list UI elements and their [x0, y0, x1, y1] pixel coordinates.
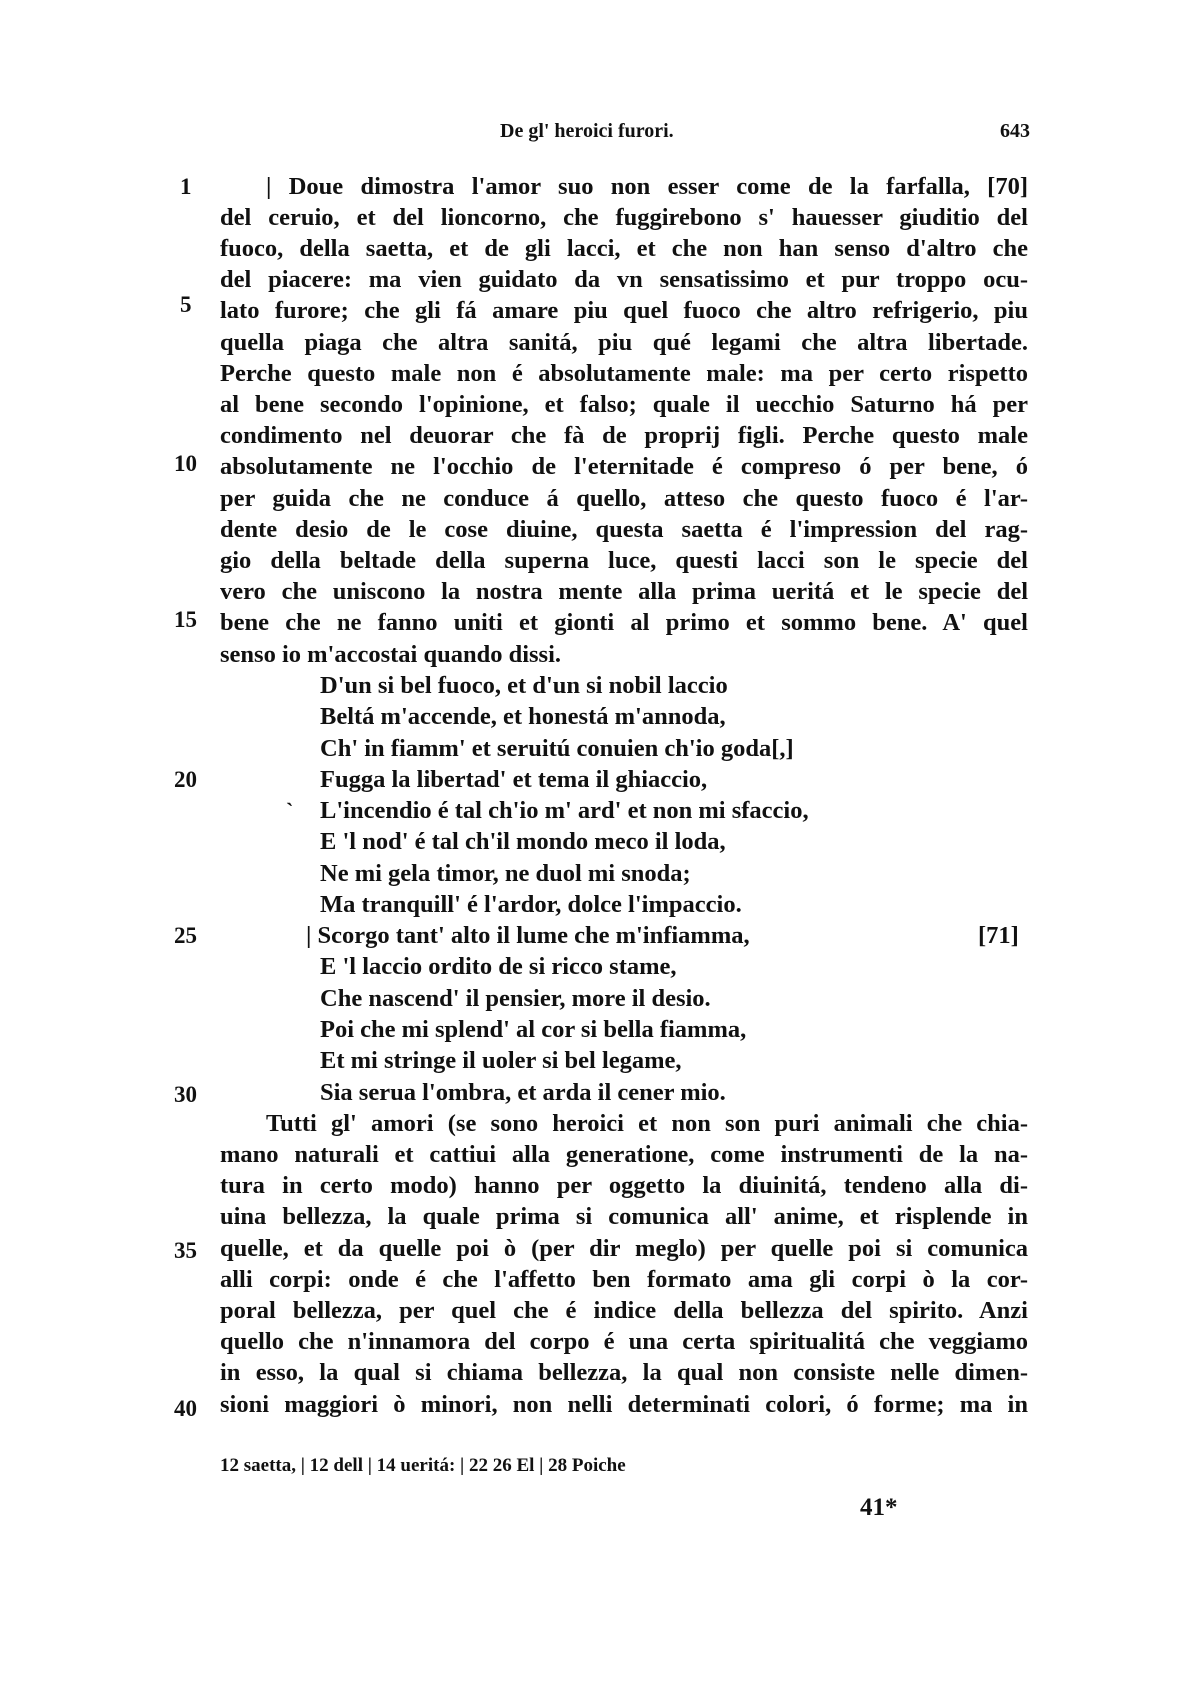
verse-line: | Scorgo tant' alto il lume che m'infiamma, [306, 922, 750, 949]
text-line: in esso, la qual si chiama bellezza, la qual non consiste nelle dimen- [220, 1359, 1028, 1386]
footnote: 12 saetta, | 12 dell | 14 ueritá: | 22 26 El | 28 Poiche [220, 1455, 626, 1476]
text-line: sioni maggiori ò minori, non nelli determinati colori, ó forme; ma in [220, 1391, 1028, 1418]
verse-line: D'un si bel fuoco, et d'un si nobil laccio [320, 672, 728, 699]
margin-reference: [71] [978, 922, 1019, 949]
text-line: Tutti gl' amori (se sono heroici et non son puri animali che chia- [266, 1110, 1028, 1137]
header-title: De gl' heroici furori. [500, 120, 674, 142]
line-number-40: 40 [174, 1396, 197, 1421]
text-line: absolutamente ne l'occhio de l'eternitade é compreso ó per bene, ó [220, 453, 1028, 480]
text-line: quella piaga che altra sanitá, piu qué legami che altra libertade. [220, 329, 1028, 356]
verse-line: E 'l laccio ordito de si ricco stame, [320, 953, 677, 980]
text-line: alli corpi: onde é che l'affetto ben formato ama gli corpi ò la cor- [220, 1266, 1028, 1293]
text-line: bene che ne fanno uniti et gionti al primo et sommo bene. A' quel [220, 609, 1028, 636]
line-number-35: 35 [174, 1238, 197, 1263]
line-number-30: 30 [174, 1082, 197, 1107]
text-line: mano naturali et cattiui alla generatione, come instrumenti de la na- [220, 1141, 1028, 1168]
line-number-10: 10 [174, 451, 197, 476]
text-line: gio della beltade della superna luce, questi lacci son le specie del [220, 547, 1028, 574]
text-line: condimento nel deuorar che fà de proprij figli. Perche questo male [220, 422, 1028, 449]
text-line: per guida che ne conduce á quello, atteso che questo fuoco é l'ar- [220, 485, 1028, 512]
verse-line: Che nascend' il pensier, more il desio. [320, 985, 711, 1012]
line-number-15: 15 [174, 607, 197, 632]
verse-line: Beltá m'accende, et honestá m'annoda, [320, 703, 726, 730]
text-line: quello che n'innamora del corpo é una certa spiritualitá che veggiamo [220, 1328, 1028, 1355]
line-number-1: 1 [180, 174, 192, 199]
text-line: | Doue dimostra l'amor suo non esser come de la farfalla, [70] [266, 173, 1028, 200]
line-number-20: 20 [174, 767, 197, 792]
stray-mark: ` [286, 798, 294, 823]
line-number-25: 25 [174, 923, 197, 948]
text-line: del ceruio, et del lioncorno, che fuggirebono s' hauesser giuditio del [220, 204, 1028, 231]
text-line: Perche questo male non é absolutamente male: ma per certo rispetto [220, 360, 1028, 387]
verse-line: L'incendio é tal ch'io m' ard' et non mi sfaccio, [320, 797, 809, 824]
signature-mark: 41* [860, 1494, 898, 1521]
verse-line: Fugga la libertad' et tema il ghiaccio, [320, 766, 708, 793]
line-number-5: 5 [180, 292, 192, 317]
verse-line: E 'l nod' é tal ch'il mondo meco il loda, [320, 828, 726, 855]
verse-line: Ne mi gela timor, ne duol mi snoda; [320, 860, 691, 887]
verse-line: Et mi stringe il uoler si bel legame, [320, 1047, 682, 1074]
verse-line: Ma tranquill' é l'ardor, dolce l'impaccio. [320, 891, 742, 918]
verse-line: Sia serua l'ombra, et arda il cener mio. [320, 1079, 726, 1106]
text-line: quelle, et da quelle poi ò (per dir meglo) per quelle poi si comunica [220, 1235, 1028, 1262]
text-line: al bene secondo l'opinione, et falso; quale il uecchio Saturno há per [220, 391, 1028, 418]
text-line: dente desio de le cose diuine, questa saetta é l'impression del rag- [220, 516, 1028, 543]
text-line: vero che uniscono la nostra mente alla prima ueritá et le specie del [220, 578, 1028, 605]
text-line: uina bellezza, la quale prima si comunica all' anime, et risplende in [220, 1203, 1028, 1230]
text-line: lato furore; che gli fá amare piu quel fuoco che altro refrigerio, piu [220, 297, 1028, 324]
text-line: poral bellezza, per quel che é indice della bellezza del spirito. Anzi [220, 1297, 1028, 1324]
verse-line: Poi che mi splend' al cor si bella fiamma, [320, 1016, 747, 1043]
text-line: tura in certo modo) hanno per oggetto la diuinitá, tendeno alla di- [220, 1172, 1028, 1199]
text-line: fuoco, della saetta, et de gli lacci, et che non han senso d'altro che [220, 235, 1028, 262]
verse-line: Ch' in fiamm' et seruitú conuien ch'io goda[,] [320, 735, 794, 762]
text-line: del piacere: ma vien guidato da vn sensatissimo et pur troppo ocu- [220, 266, 1028, 293]
text-line: senso io m'accostai quando dissi. [220, 641, 562, 668]
page-number: 643 [1000, 120, 1030, 142]
